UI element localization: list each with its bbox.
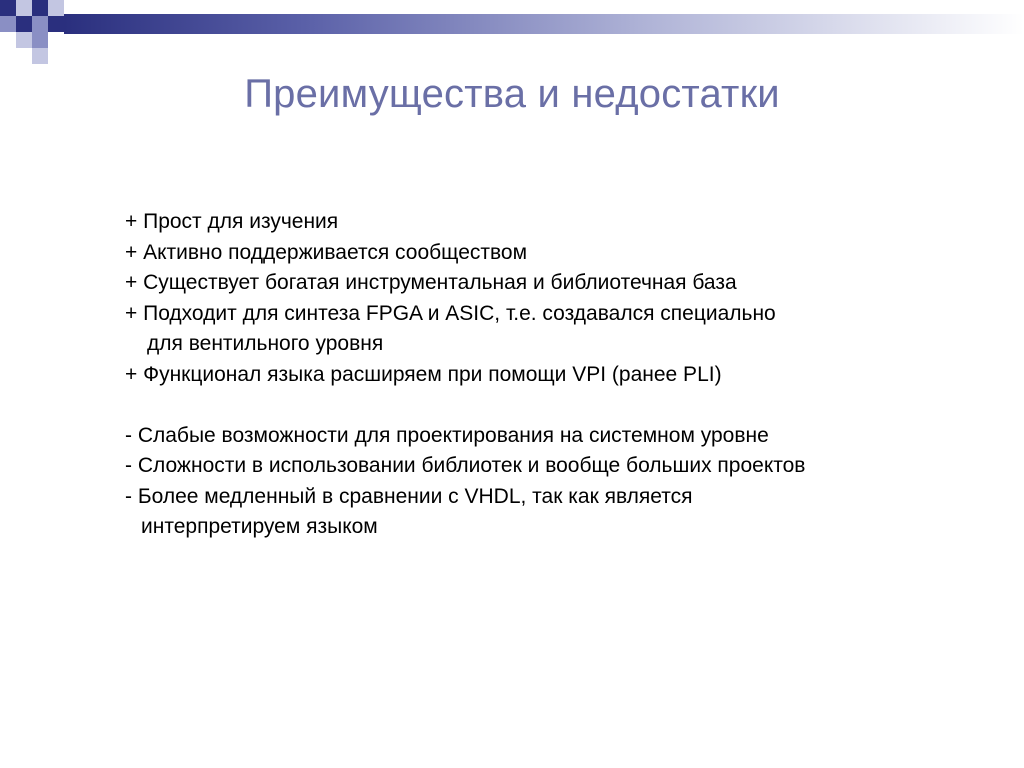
decorative-square xyxy=(0,16,16,32)
advantage-item: + Прост для изучения xyxy=(125,210,339,233)
advantage-item: + Активно поддерживается сообществом xyxy=(125,240,528,264)
decorative-square xyxy=(16,32,32,48)
advantage-item: + Функционал языка расширяем при помощи VPI (ранее PLI) xyxy=(125,362,722,386)
decorative-square xyxy=(16,16,32,32)
decorative-square xyxy=(48,0,64,16)
advantage-item: + Подходит для синтеза FPGA и ASIC, т.е. создавался специально xyxy=(125,301,776,325)
decorative-square xyxy=(32,0,48,16)
header-gradient-band xyxy=(64,14,1024,34)
decorative-square xyxy=(16,0,32,16)
disadvantage-item: - Сложности в использовании библиотек и вообще больших проектов xyxy=(125,454,806,477)
decorative-square xyxy=(32,32,48,48)
advantage-item: + Существует богатая инструментальная и библиотечная база xyxy=(125,271,737,294)
decorative-square xyxy=(48,16,64,32)
advantage-item-continuation: для вентильного уровня xyxy=(147,332,384,355)
decorative-square xyxy=(32,16,48,32)
disadvantage-item-continuation: интерпретируем языком xyxy=(141,515,378,538)
slide-title: Преимущества и недостатки xyxy=(244,72,780,116)
disadvantage-item: - Слабые возможности для проектирования на системном уровне xyxy=(125,423,769,447)
slide-body xyxy=(125,207,1005,543)
decorative-square xyxy=(32,48,48,64)
decorative-square xyxy=(0,0,16,16)
list-spacer xyxy=(125,390,1005,421)
disadvantage-item: - Более медленный в сравнении с VHDL, так как является xyxy=(125,484,693,508)
